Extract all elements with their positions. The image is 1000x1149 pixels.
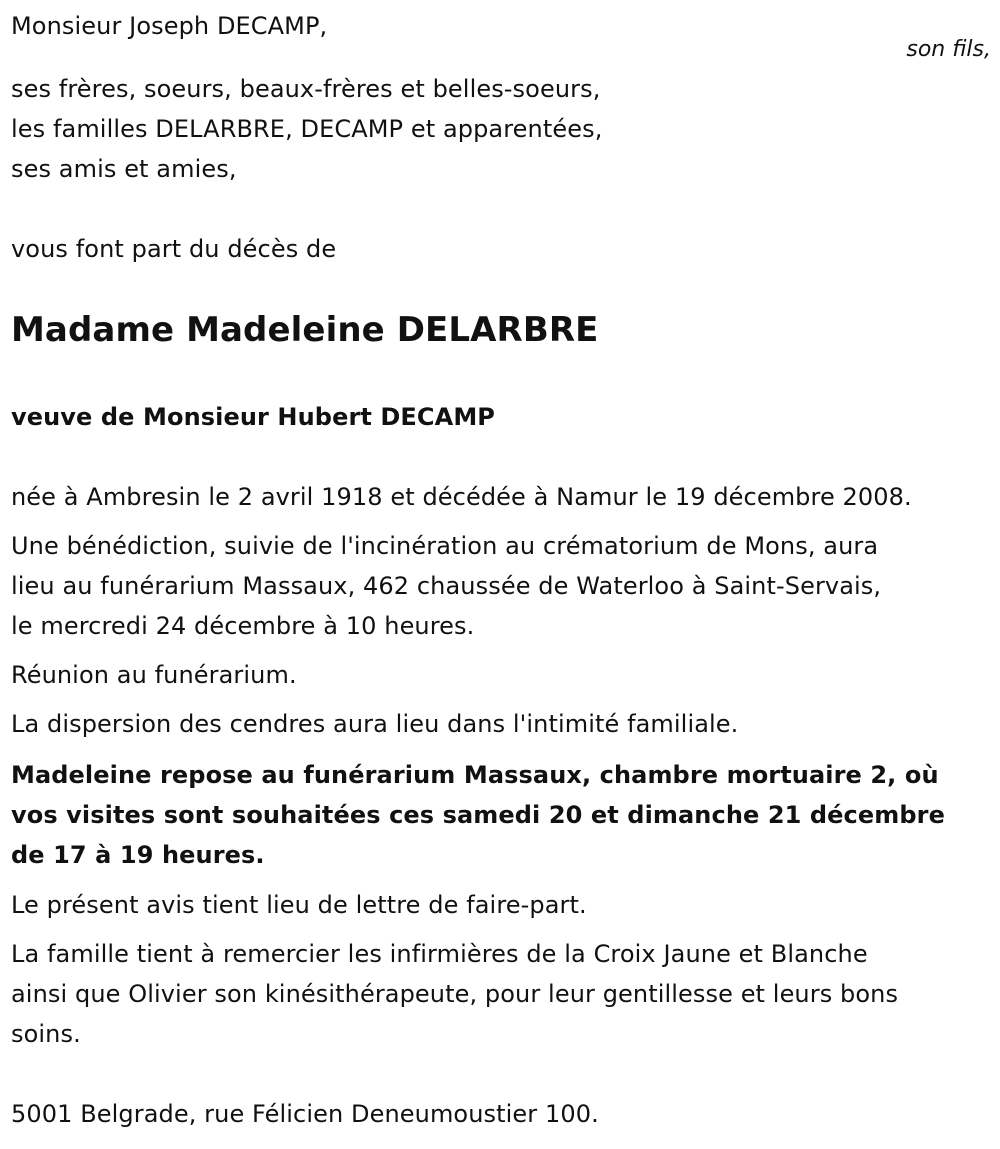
son-relation: son fils, (906, 37, 991, 62)
ceremony-line: lieu au funérarium Massaux, 462 chaussée de Waterloo à Saint-Servais, (11, 572, 882, 600)
visit-line: Madeleine repose au funérarium Massaux, chambre mortuaire 2, où (11, 761, 939, 789)
notice-line: Le présent avis tient lieu de lettre de faire-part. (11, 891, 587, 919)
families-line: les familles DELARBRE, DECAMP et apparentées, (11, 115, 603, 143)
thanks-line: La famille tient à remercier les infirmières de la Croix Jaune et Blanche (11, 940, 868, 968)
thanks-line: ainsi que Olivier son kinésithérapeute, pour leur gentillesse et leurs bons (11, 980, 899, 1008)
reunion-line: Réunion au funérarium. (11, 661, 297, 689)
visit-line: vos visites sont souhaitées ces samedi 20 et dimanche 21 décembre (11, 801, 945, 829)
family-address: 5001 Belgrade, rue Félicien Deneumoustier 100. (11, 1100, 599, 1128)
siblings-line: ses frères, soeurs, beaux-frères et belles-soeurs, (11, 75, 601, 103)
friends-line: ses amis et amies, (11, 155, 237, 183)
son-name: Monsieur Joseph DECAMP, (11, 12, 328, 40)
visit-line: de 17 à 19 heures. (11, 841, 265, 869)
birth-death: née à Ambresin le 2 avril 1918 et décédée à Namur le 19 décembre 2008. (11, 483, 912, 511)
ceremony-line: Une bénédiction, suivie de l'incinération au crématorium de Mons, aura (11, 532, 879, 560)
thanks-line: soins. (11, 1020, 81, 1048)
deceased-name: Madame Madeleine DELARBRE (11, 310, 599, 350)
announcement-intro: vous font part du décès de (11, 235, 337, 263)
widow-of: veuve de Monsieur Hubert DECAMP (11, 403, 495, 431)
ashes-line: La dispersion des cendres aura lieu dans l'intimité familiale. (11, 710, 739, 738)
ceremony-line: le mercredi 24 décembre à 10 heures. (11, 612, 475, 640)
